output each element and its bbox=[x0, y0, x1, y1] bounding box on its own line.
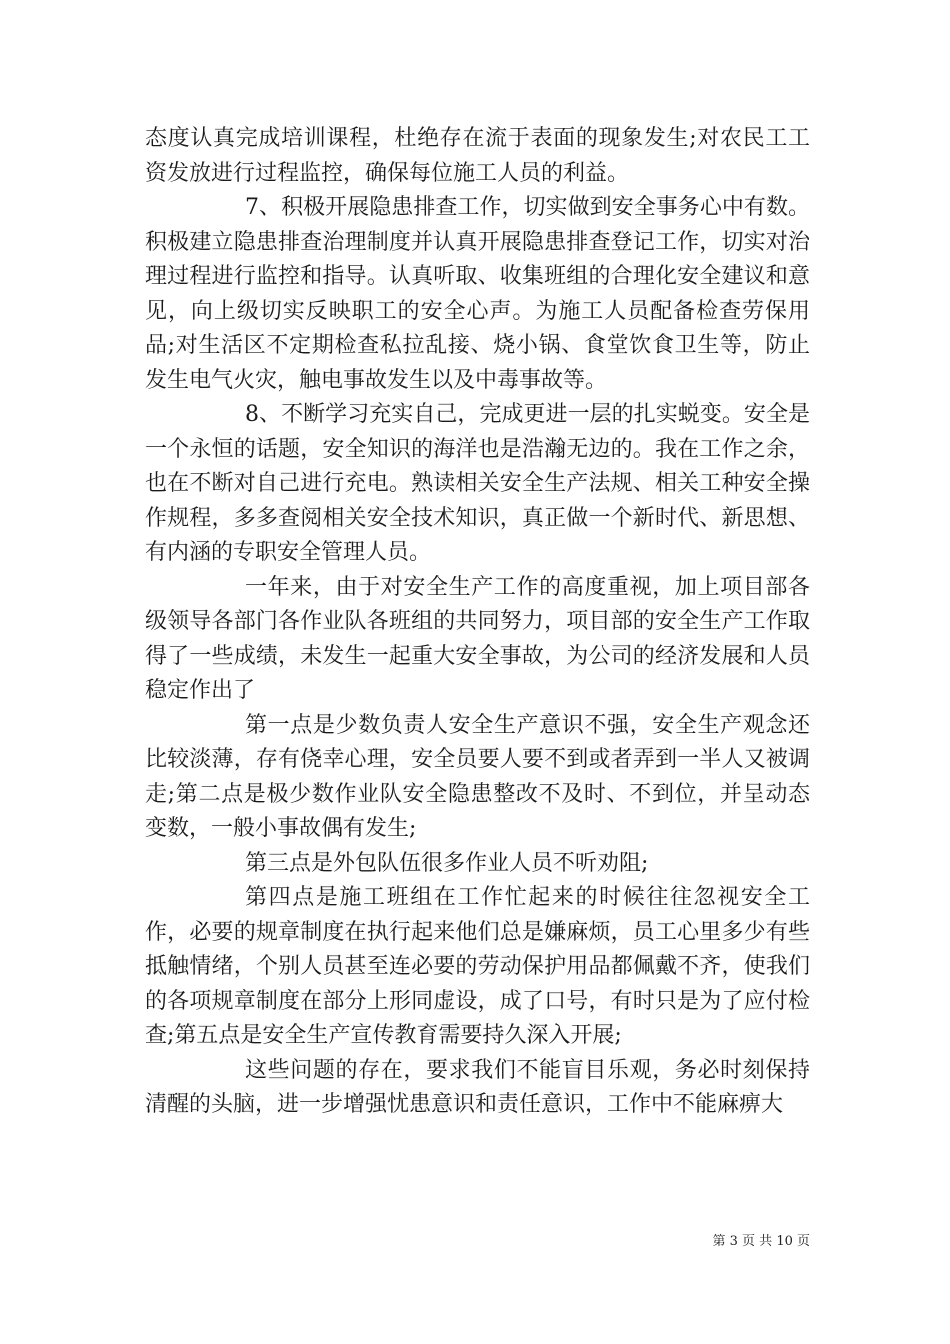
page-number-footer: 第 3 页 共 10 页 bbox=[712, 1234, 810, 1249]
paragraph-continued: 态度认真完成培训课程，杜绝存在流于表面的现象发生;对农民工工资发放进行过程监控，确保每位施工人员的利益。 bbox=[145, 126, 810, 186]
paragraph-conclusion: 这些问题的存在，要求我们不能盲目乐观，务必时刻保持清醒的头脑，进一步增强忧患意识和责任意识，工作中不能麻痹大 bbox=[145, 1057, 810, 1117]
paragraph-point-1-2: 第一点是少数负责人安全生产意识不强，安全生产观念还比较淡薄，存有侥幸心理，安全员要人要不到或者弄到一半人又被调走;第二点是极少数作业队安全隐患整改不及时、不到位，并呈动态变数，一般小事故偶有发生; bbox=[145, 712, 810, 841]
paragraph-point-4-5: 第四点是施工班组在工作忙起来的时候往往忽视安全工作，必要的规章制度在执行起来他们总是嫌麻烦，员工心里多少有些抵触情绪，个别人员甚至连必要的劳动保护用品都佩戴不齐，使我们的各项规章制度在部分上形同虚设，成了口号，有时只是为了应付检查;第五点是安全生产宣传教育需要持久深入开展; bbox=[145, 885, 810, 1048]
paragraph-point-3: 第三点是外包队伍很多作业人员不听劝阻; bbox=[245, 850, 649, 876]
paragraph-item-7: 7、积极开展隐患排查工作，切实做到安全事务心中有数。积极建立隐患排查治理制度并认真开展隐患排查登记工作，切实对治理过程进行监控和指导。认真听取、收集班组的合理化安全建议和意见，向上级切实反映职工的安全心声。为施工人员配备检查劳保用品;对生活区不定期检查私拉乱接、烧小锅、食堂饮食卫生等，防止发生电气火灾，触电事故发生以及中毒事故等。 bbox=[145, 195, 810, 393]
document-body bbox=[145, 122, 810, 1123]
paragraph-item-8: 8、不断学习充实自己，完成更进一层的扎实蜕变。安全是一个永恒的话题，安全知识的海洋也是浩瀚无边的。我在工作之余，也在不断对自己进行充电。熟读相关安全生产法规、相关工种安全操作规程，多多查阅相关安全技术知识，真正做一个新时代、新思想、有内涵的专职安全管理人员。 bbox=[145, 402, 810, 565]
paragraph-year-summary: 一年来，由于对安全生产工作的高度重视，加上项目部各级领导各部门各作业队各班组的共同努力，项目部的安全生产工作取得了一些成绩，未发生一起重大安全事故，为公司的经济发展和人员稳定作出了 bbox=[145, 574, 810, 703]
